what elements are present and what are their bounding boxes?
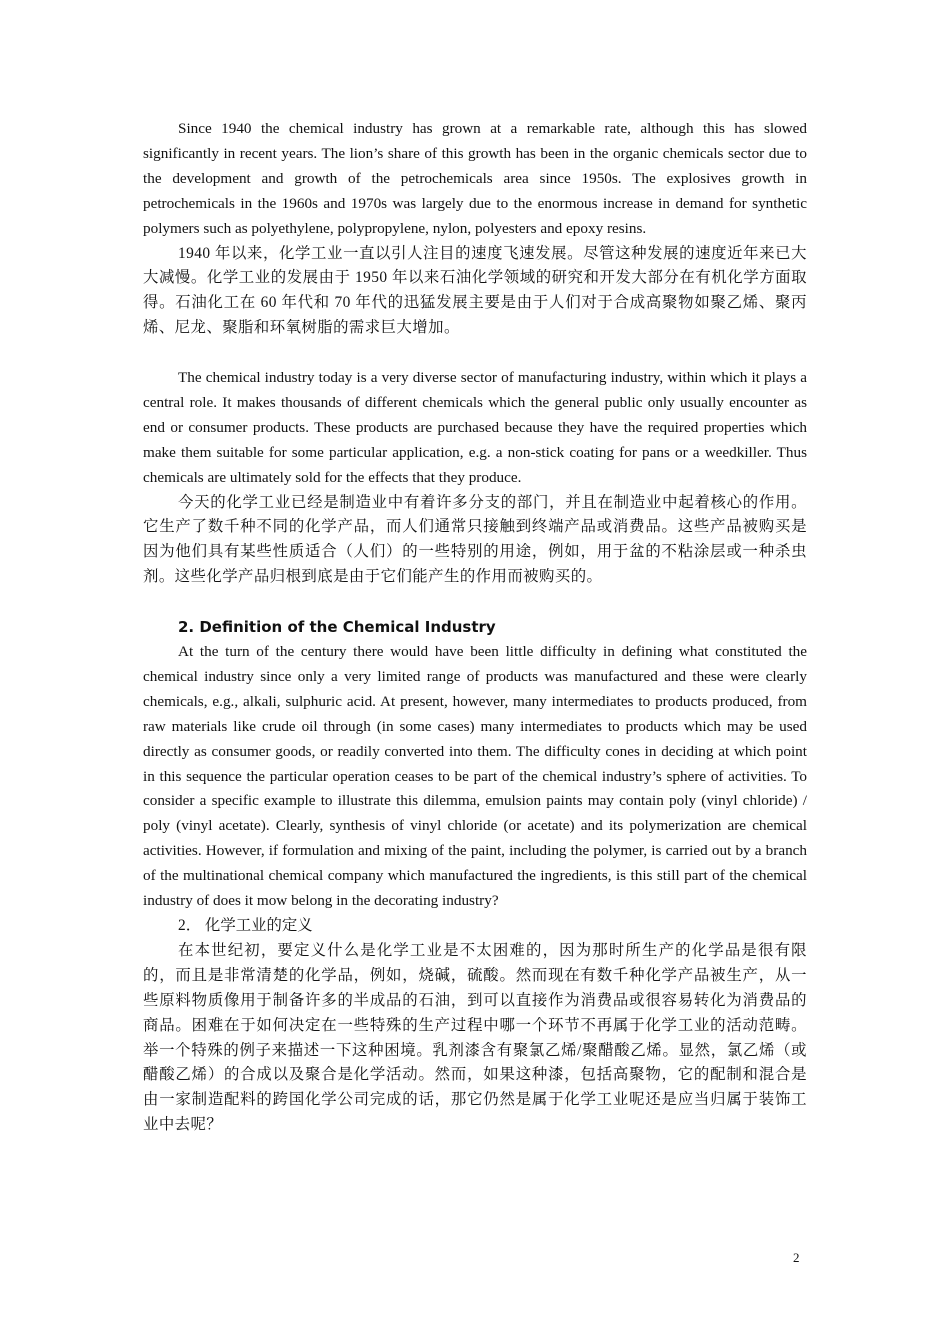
paragraph-en-definition: At the turn of the century there would have been little difficulty in defining what constituted the chemical industry since only a very limited range of products was manufactured and these were clearly chemicals, e.g., alkali, sulphuric acid. At present, however, many intermediates to products produced, from raw materials like crude oil through (in some cases) many intermediates to products which may be used directly as consumer goods, or readily converted into them. The difficulty cones in deciding at which point in this sequence the particular operation ceases to be part of the chemical industry’s sphere of activities. To consider a specific example to illustrate this dilemma, emulsion paints may contain poly (vinyl chloride) / poly (vinyl acetate). Clearly, synthesis of vinyl chloride (or acetate) and its polymerization are chemical activities. However, if formulation and mixing of the paint, including the polymer, is carried out by a branch of the multinational chemical company which manufactured the ingredients, is this still part of the chemical industry of does it mow belong in the decorating industry? (143, 643, 807, 910)
section-heading-en: 2. Definition of the Chemical Industry (178, 618, 496, 637)
page-number: 2 (793, 1250, 800, 1265)
document-body (143, 117, 807, 1138)
paragraph-spacer (143, 341, 807, 366)
paragraph-en-growth: Since 1940 the chemical industry has grown at a remarkable rate, although this has slowed significantly in recent years. The lion’s share of this growth has been in the organic chemicals sector due to the development and growth of the petrochemicals area since 1950s. The explosives growth in petrochemicals in the 1960s and 1970s was largely due to the enormous increase in demand for synthetic polymers such as polyethylene, polypropylene, nylon, polyesters and epoxy resins. (143, 120, 807, 237)
paragraph-zh-definition: 在本世纪初，要定义什么是化学工业是不太困难的，因为那时所生产的化学品是很有限的，而且是非常清楚的化学品，例如，烧碱，硫酸。然而现在有数千种化学产品被生产，从一些原料物质像用于制备许多的半成品的石油，到可以直接作为消费品或很容易转化为消费品的商品。困难在于如何决定在一些特殊的生产过程中哪一个环节不再属于化学工业的活动范畴。举一个特殊的例子来描述一下这种困境。乳剂漆含有聚氯乙烯/聚醋酸乙烯。显然，氯乙烯（或醋酸乙烯）的合成以及聚合是化学活动。然而，如果这种漆，包括高聚物，它的配制和混合是由一家制造配料的跨国化学公司完成的话，那它仍然是属于化学工业呢还是应当归属于装饰工业中去呢？ (143, 941, 807, 1134)
paragraph-spacer (143, 590, 807, 615)
paragraph-zh-growth: 1940 年以来，化学工业一直以引人注目的速度飞速发展。尽管这种发展的速度近年来已大大减慢。化学工业的发展由于 1950 年以来石油化学领域的研究和开发大部分在有机化学方面取得。石油化工在 60 年代和 70 年代的迅猛发展主要是由于人们对于合成高聚物如聚乙烯、聚丙烯、尼龙、聚脂和环氧树脂的需求巨大增加。 (143, 244, 807, 337)
paragraph-zh-diverse-sector: 今天的化学工业已经是制造业中有着许多分支的部门，并且在制造业中起着核心的作用。它生产了数千种不同的化学产品，而人们通常只接触到终端产品或消费品。这些产品被购买是因为他们具有某些性质适合（人们）的一些特别的用途，例如，用于盆的不粘涂层或一种杀虫剂。这些化学产品归根到底是由于它们能产生的作用而被购买的。 (143, 493, 807, 586)
section-heading-zh: 2． 化学工业的定义 (178, 916, 313, 934)
paragraph-en-diverse-sector: The chemical industry today is a very diverse sector of manufacturing industry, within which it plays a central role. It makes thousands of different chemicals which the general public only usually encounter as end or consumer products. These products are purchased because they have the required properties which make them suitable for some particular application, e.g. a non-stick coating for pans or a weedkiller. Thus chemicals are ultimately sold for the effects that they produce. (143, 369, 807, 486)
